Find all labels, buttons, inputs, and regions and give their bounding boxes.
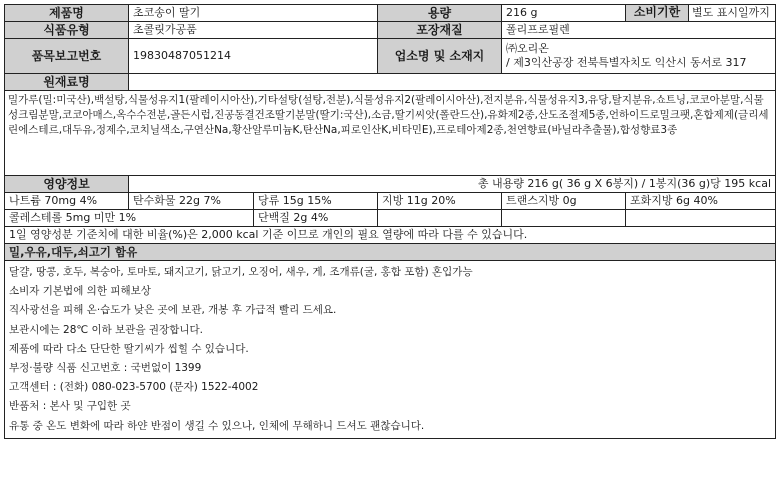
nutrient-sodium: 나트륨 70mg 4% [5,193,129,210]
company-name: ㈜오리온 [506,42,549,55]
company-label: 업소명 및 소재지 [378,39,502,74]
packaging-label: 포장재질 [378,22,502,39]
packaging-value: 폴리프로필렌 [502,22,776,39]
info-line: 부정·불량 식품 신고번호 : 국번없이 1399 [9,361,202,374]
nutrient-sugar: 당류 15g 15% [254,193,378,210]
expiry-cell [626,5,776,22]
product-name: 초코송이 딸기 [129,5,378,22]
info-line: 유통 중 온도 변화에 따라 하얀 반점이 생길 수 있으나, 인체에 무해하니 드셔도 괜찮습니다. [9,419,425,432]
expiry-label: 소비기한 [626,5,689,21]
nutrient-blank-3 [626,210,776,227]
nutrition-summary: 총 내용량 216 g( 36 g X 6봉지) / 1봉지(36 g)당 195 kcal [129,176,776,193]
info-line: 고객센터 : (전화) 080-023-5700 (문자) 1522-4002 [9,381,259,394]
volume-label: 용량 [378,5,502,22]
nutrient-saturated-fat: 포화지방 6g 40% [626,193,776,210]
label-table [4,4,776,439]
info-line: 소비자 기본법에 의한 피해보상 [9,285,151,298]
expiry-value: 별도 표시일까지 [692,6,770,19]
ingredients-text: 밀가루(밀:미국산),백설탕,식물성유지1(팔레이시아산),기타설탕(설탕,전분),식물성유지2(팔레이시아산),전지분유,식물성유지3,유당,탈지분유,쇼트닝,코코아분말,식물성크림분말,코코아매스,옥수수전분,골든시럽,진공동결건조딸기분말(딸기:국산),소금,딸기씨앗(폴란드산),유화제2종,산도조절제5종,언하이드로밀크팻,혼합제제(글리세린에스테르,대두유,정제수,코치닐색소,구연산Na,황산알루미늄K,탄산Na,피로인산K,비타민E),프로테아제2종,천연향료(바닐라추출물),합성향료3종 [5,91,776,176]
food-type-label: 식품유형 [5,22,129,39]
allergy-label: 밀,우유,대두,쇠고기 함유 [5,244,776,261]
nutrient-blank-1 [378,210,502,227]
report-no-label: 품목보고번호 [5,39,129,74]
info-line: 달걀, 땅콩, 호두, 복숭아, 토마토, 돼지고기, 닭고기, 오징어, 새우, 게, 조개류(굴, 홍합 포함) 혼입가능 [9,266,473,278]
nutrient-fat: 지방 11g 20% [378,193,502,210]
nutrient-cholesterol: 콜레스테롤 5mg 미만 1% [5,210,254,227]
nutrition-label: 영양정보 [5,176,129,193]
nutrition-note: 1일 영양성분 기준치에 대한 비율(%)은 2,000 kcal 기준 이므로 개인의 필요 열량에 따라 다를 수 있습니다. [5,227,776,244]
info-line: 보관시에는 28℃ 이하 보관을 권장합니다. [9,323,203,336]
info-line: 제품에 따라 다소 단단한 딸기씨가 씹힐 수 있습니다. [9,342,249,355]
company-location: / 제3익산공장 전북특별자치도 익산시 동서로 317 [506,56,747,69]
report-no: 19830487051214 [129,39,378,74]
nutrient-blank-2 [502,210,626,227]
volume-value: 216 g [502,5,626,22]
nutrient-protein: 단백질 2g 4% [254,210,378,227]
food-type: 초콜릿가공품 [129,22,378,39]
company-address [502,39,776,74]
ingredients-header-blank [129,74,776,91]
ingredients-label: 원재료명 [5,74,129,91]
product-label [4,4,775,439]
product-name-label: 제품명 [5,5,129,22]
info-line: 반품처 : 본사 및 구입한 곳 [9,400,131,413]
info-section [5,261,776,439]
nutrient-trans-fat: 트랜스지방 0g [502,193,626,210]
info-line: 직사광선을 피해 온·습도가 낮은 곳에 보관, 개봉 후 가급적 빨리 드세요. [9,304,337,317]
nutrient-carbs: 탄수화물 22g 7% [129,193,254,210]
